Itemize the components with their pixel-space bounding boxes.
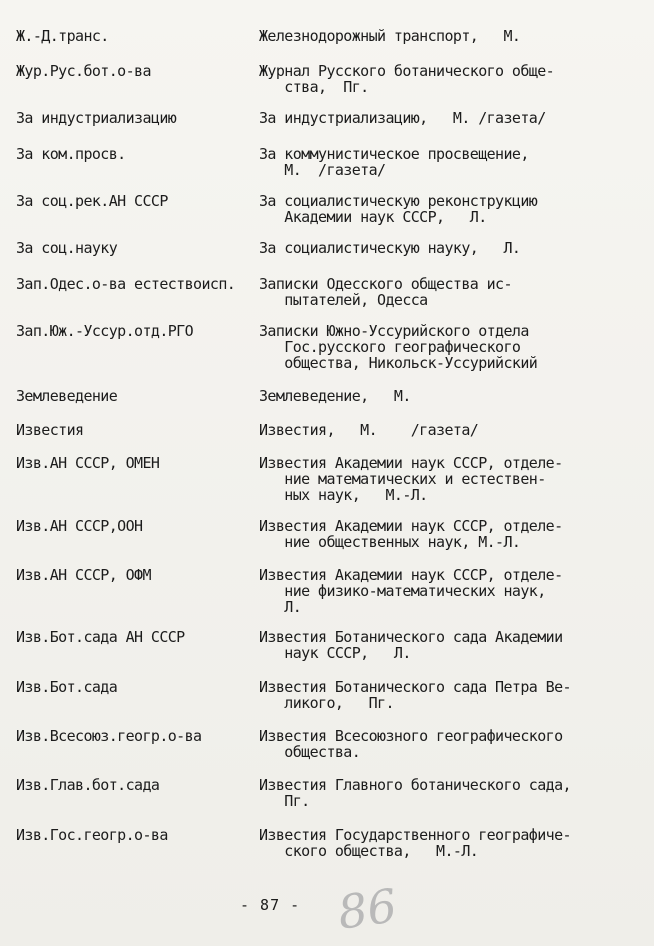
entry-full-title-line: Железнодорожный транспорт, М.: [259, 27, 521, 45]
entry-full-title: [259, 827, 644, 859]
entry-full-title-line: ных наук, М.-Л.: [259, 486, 428, 504]
entry-full-title-line: М. /газета/: [259, 161, 386, 179]
entry-abbreviation: Жур.Рус.бот.о-ва: [16, 62, 151, 80]
entry-abbreviation: Изв.Гос.геогр.о-ва: [16, 826, 168, 844]
entry-abbreviation: Зап.Юж.-Уссур.отд.РГО: [16, 322, 194, 340]
entry-full-title-line: Журнал Русского ботанического обще-: [259, 62, 555, 80]
entry-full-title: [259, 193, 644, 225]
entry-full-title-line: Известия Академии наук СССР, отделе-: [259, 517, 563, 535]
entry-full-title: [259, 679, 644, 711]
handwritten-page-number: 86: [334, 878, 401, 940]
entry-full-title-line: Пг.: [259, 792, 310, 810]
entry-full-title-line: Известия Академии наук СССР, отделе-: [259, 566, 563, 584]
entry-abbreviation: Землеведение: [16, 387, 118, 405]
entry-full-title-line: ние общественных наук, М.-Л.: [259, 533, 521, 551]
entry-abbreviation: Ж.-Д.транс.: [16, 27, 109, 45]
entry-full-title: [259, 777, 644, 809]
entry-full-title: [259, 63, 644, 95]
entry-abbreviation: Изв.АН СССР, ОМЕН: [16, 454, 160, 472]
entry-full-title-line: Академии наук СССР, Л.: [259, 208, 487, 226]
entry-abbreviation: Изв.Всесоюз.геогр.о-ва: [16, 727, 202, 745]
entry-full-title: [259, 146, 644, 178]
entry-full-title-line: наук СССР, Л.: [259, 644, 411, 662]
page-number: - 87 -: [240, 896, 301, 914]
entry-full-title: [259, 728, 644, 760]
entry-full-title-line: общества, Никольск-Уссурийский: [259, 354, 538, 372]
entry-full-title-line: ние физико-математических наук,: [259, 582, 546, 600]
entry-abbreviation: Изв.АН СССР, ОФМ: [16, 566, 151, 584]
entry-full-title-line: ства, Пг.: [259, 78, 369, 96]
entry-abbreviation: Изв.АН СССР,ООН: [16, 517, 143, 535]
entry-full-title: [259, 567, 644, 615]
entry-full-title: [259, 240, 644, 256]
entry-full-title-line: Записки Одесского общества ис-: [259, 275, 512, 293]
entry-full-title-line: За социалистическую науку, Л.: [259, 239, 521, 257]
entry-full-title: [259, 110, 644, 126]
entry-full-title-line: Известия Главного ботанического сада,: [259, 776, 571, 794]
entry-full-title-line: пытателей, Одесса: [259, 291, 428, 309]
entry-full-title: [259, 323, 644, 371]
entry-full-title: [259, 276, 644, 308]
entry-full-title-line: За коммунистическое просвещение,: [259, 145, 529, 163]
entry-full-title-line: Известия, М. /газета/: [259, 421, 479, 439]
entry-full-title-line: Землеведение, М.: [259, 387, 411, 405]
entry-abbreviation: Известия: [16, 421, 84, 439]
entry-abbreviation: Изв.Глав.бот.сада: [16, 776, 160, 794]
entry-full-title: [259, 422, 644, 438]
entry-full-title-line: Известия Академии наук СССР, отделе-: [259, 454, 563, 472]
entry-full-title: [259, 28, 644, 44]
entry-full-title: [259, 518, 644, 550]
entry-abbreviation: Изв.Бот.сада АН СССР: [16, 628, 185, 646]
entry-full-title-line: Известия Государственного географиче-: [259, 826, 571, 844]
entry-abbreviation: Изв.Бот.сада: [16, 678, 118, 696]
entry-abbreviation: За соц.рек.АН СССР: [16, 192, 168, 210]
entry-full-title: [259, 629, 644, 661]
entry-abbreviation: Зап.Одес.о-ва естествоисп.: [16, 275, 236, 293]
entry-full-title-line: Известия Всесоюзного географического: [259, 727, 563, 745]
entry-full-title-line: ликого, Пг.: [259, 694, 394, 712]
entry-full-title-line: За индустриализацию, М. /газета/: [259, 109, 546, 127]
entry-full-title-line: Гос.русского географического: [259, 338, 521, 356]
entry-full-title-line: Записки Южно-Уссурийского отдела: [259, 322, 529, 340]
entry-full-title-line: Известия Ботанического сада Академии: [259, 628, 563, 646]
entry-full-title-line: За социалистическую реконструкцию: [259, 192, 538, 210]
entry-abbreviation: За индустриализацию: [16, 109, 177, 127]
entry-full-title: [259, 455, 644, 503]
entry-full-title-line: Известия Ботанического сада Петра Ве-: [259, 678, 571, 696]
entry-abbreviation: За соц.науку: [16, 239, 118, 257]
entry-full-title-line: Л.: [259, 598, 302, 616]
entry-full-title: [259, 388, 644, 404]
entry-full-title-line: общества.: [259, 743, 361, 761]
entry-full-title-line: ского общества, М.-Л.: [259, 842, 479, 860]
entry-abbreviation: За ком.просв.: [16, 145, 126, 163]
entry-full-title-line: ние математических и естествен-: [259, 470, 546, 488]
